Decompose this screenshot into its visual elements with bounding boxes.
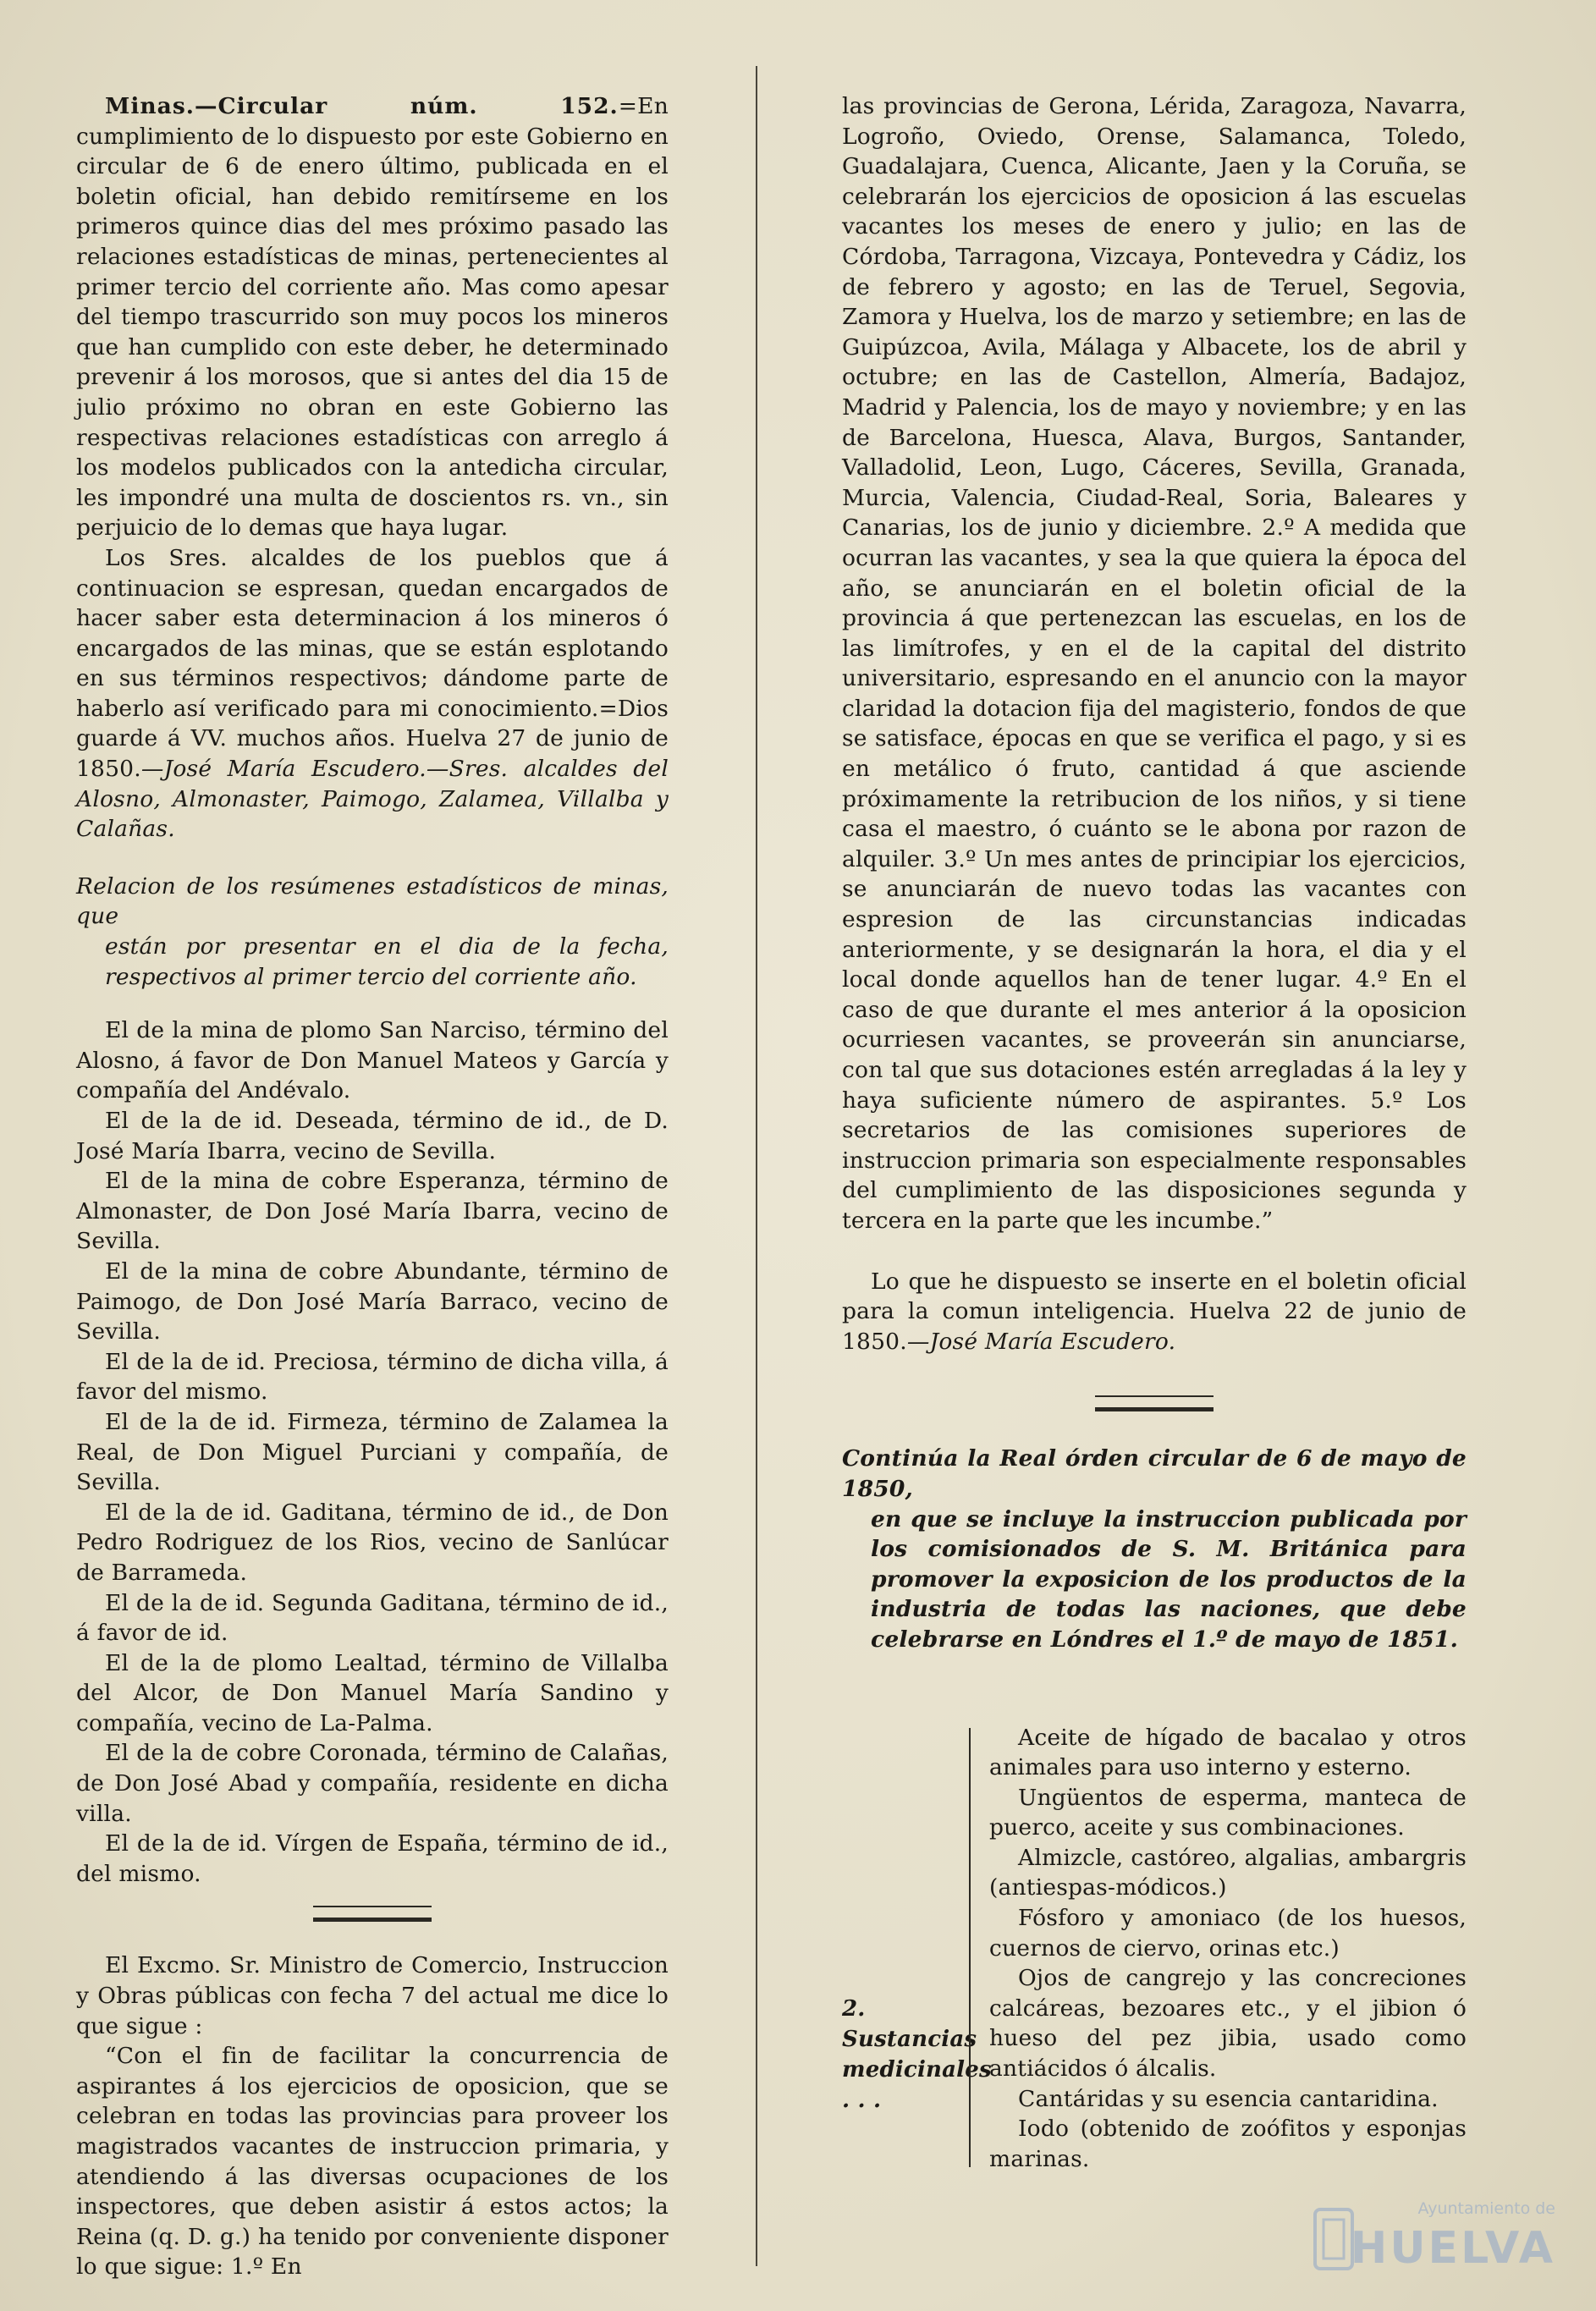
watermark-big: HUELVA <box>1350 2223 1555 2274</box>
goods-table <box>842 1723 1467 2175</box>
mine-entries-list <box>76 1015 669 1889</box>
mine-entry: El de la de id. Gaditana, término de id., de Don Pedro Rodriguez de los Rios, vecino de Sanlúcar de Barrameda. <box>76 1499 669 1586</box>
goods-item: Ojos de cangrejo y las concreciones calcáreas, bezoares etc., y el jibion ó hueso del pez jibia, usado como antiácidos ó álcalis. <box>989 1965 1467 2083</box>
goods-item: Cantáridas y su esencia cantaridina. <box>1018 2085 1439 2112</box>
ministro-quote: “Con el fin de facilitar la concurrencia de aspirantes á los ejercicios de oposicion, que se celebran en todas las provincias para proveer los magistrados vacantes de instruccion primaria, y atendiendo á las diversas ocupaciones de los inspectores, que deben asistir á estos actos; la Reina (q. D. g.) ha tenido por conveniente disponer lo que sigue: 1.º En <box>76 2043 669 2281</box>
alcaldes-text: Los Sres. alcaldes de los pueblos que á continuacion se espresan, quedan encargados de hacer saber esta determinacion á los mineros ó encargados de las minas, que se están esplotando en sus términos respectivos; dándome parte de haberlo así verificado para mi conocimiento.=Dios guarde á VV. muchos años. Huelva 27 de junio de 1850. <box>76 544 669 783</box>
continuation-text: las provincias de Gerona, Lérida, Zaragoza, Navarra, Logroño, Oviedo, Orense, Salamanca, Toledo, Guadalajara, Cuenca, Alicante, Jaen y la Coruña, se celebrarán los ejercicios de oposicion á las escuelas vacantes los meses de enero y julio; en las de Córdoba, Tarragona, Vizcaya, Pontevedra y Cádiz, los de febrero y agosto; en las de Teruel, Segovia, Zamora y Huelva, los de marzo y setiembre; en las de Guipúzcoa, Avila, Málaga y Albacete, los de abril y octubre; en las de Castellon, Almería, Badajoz, Madrid y Palencia, los de mayo y noviembre; y en las de Barcelona, Huesca, Alava, Burgos, Santander, Valladolid, Leon, Lugo, Cáceres, Sevilla, Granada, Murcia, Valencia, Ciudad-Real, Soria, Baleares y Canarias, los de junio y diciembre. 2.º A medida que ocurran las vacantes, y sea la que quiera la época del año, se anunciarán en el boletin oficial de la provincia á que pertenezcan las escuelas, en los de las limítrofes, y en el de la capital del distrito universitario, espresando en el anuncio con la mayor claridad la dotacion fija del magisterio, fondos de que se satisface, épocas en que se verifica el pago, y si es en metálico ó fruto, cantidad á que asciende próximamente la retribucion de los niños, y si tiene casa el maestro, ó cuánto se le abona por razon de alquiler. 3.º Un mes antes de principiar los ejercicios, se anunciarán de nuevo todas las vacantes con espresion de las circunstancias indicadas anteriormente, y se designarán la hora, el dia y el local donde aquellos han de tener lugar. 4.º En el caso de que durante el mes anterior á la oposicion ocurriesen vacantes, se proveerán sin anunciarse, con tal que sus dotaciones estén arregladas á la ley y haya suficiente número de aspirantes. 5.º Los secretarios de las comisiones superiores de instruccion primaria son especialmente responsables del cumplimiento de las disposiciones segunda y tercera en la parte que les incumbe.” <box>842 93 1467 1234</box>
section-separator <box>1095 1395 1214 1411</box>
relacion-title-line1: Relacion de los resúmenes estadísticos de minas, que <box>76 872 669 930</box>
archive-watermark <box>1308 2193 1562 2286</box>
column-divider <box>756 66 757 2266</box>
brace-icon <box>969 1728 989 2168</box>
left-column <box>76 91 669 2282</box>
circular-body: =En cumplimiento de lo dispuesto por este Gobierno en circular de 6 de enero último, publicada en el boletin oficial, han debido remitírseme en los primeros quince dias del mes próximo pasado las relaciones estadísticas de minas, pertenecientes al primer tercio del corriente año. Mas como apesar del tiempo trascurrido son muy pocos los mineros que han cumplido con este deber, he determinado prevenir á los morosos, que si antes del dia 15 de julio próximo no obran en este Gobierno las respectivas relaciones estadísticas con arreglo á los modelos publicados con la antedicha circular, les impondré una multa de doscientos rs. vn., sin perjuicio de lo demas que haya lugar. <box>76 93 669 542</box>
signature: —José María Escudero. <box>140 756 427 783</box>
relacion-title-line2: están por presentar en el dia de la fecha, respectivos al primer tercio del corriente año. <box>105 933 669 990</box>
goods-item: Aceite de hígado de bacalao y otros animales para uso interno y esterno. <box>989 1724 1467 1781</box>
mine-entry: El de la de plomo Lealtad, término de Villalba del Alcor, de Don Manuel María Sandino y compañía, vecino de La-Palma. <box>76 1649 669 1736</box>
mine-entry: El de la mina de cobre Abundante, término de Paimogo, de Don José María Barraco, vecino de Sevilla. <box>76 1257 669 1345</box>
mine-entry: El de la de cobre Coronada, término de Calañas, de Don José Abad y compañía, residente en dicha villa. <box>76 1740 669 1827</box>
dispuesto-text: Lo que he dispuesto se inserte en el boletin oficial para la comun inteligencia. Huelva 22 de junio de 1850. <box>842 1268 1467 1355</box>
signature: —José María Escudero. <box>906 1328 1176 1355</box>
watermark-small: Ayuntamiento de <box>1417 2199 1555 2218</box>
section-separator <box>313 1906 432 1922</box>
mine-entry: El de la mina de plomo San Narciso, término del Alosno, á favor de Don Manuel Mateos y García y compañía del Andévalo. <box>76 1017 669 1104</box>
goods-item: Iodo (obtenido de zoófitos y esponjas marinas. <box>989 2116 1467 2172</box>
mine-entry: El de la de id. Vírgen de España, término de id., del mismo. <box>76 1830 669 1887</box>
goods-item: Fósforo y amoniaco (de los huesos, cuernos de ciervo, orinas etc.) <box>989 1905 1467 1962</box>
goods-category-label: 2. Sustancias medicinales . . . <box>842 1995 992 2113</box>
notice-first-line: Continúa la Real órden circular de 6 de mayo de 1850, <box>842 1445 1467 1502</box>
circular-heading: Minas.—Circular núm. 152. <box>105 93 619 119</box>
exposition-notice <box>842 1444 1467 1654</box>
goods-item: Almizcle, castóreo, algalias, ambargris (antiespas-módicos.) <box>989 1844 1467 1901</box>
mine-entry: El de la de id. Preciosa, término de dicha villa, á favor del mismo. <box>76 1348 669 1406</box>
alcaldes-paragraph <box>76 543 669 845</box>
mine-entry: El de la mina de cobre Esperanza, término de Almonaster, de Don José María Ibarra, vecino de Sevilla. <box>76 1168 669 1255</box>
circular-paragraph <box>76 91 669 543</box>
mine-entry: El de la de id. Firmeza, término de Zalamea la Real, de Don Miguel Purciani y compañía, de Sevilla. <box>76 1408 669 1496</box>
ministro-intro: El Excmo. Sr. Ministro de Comercio, Instruccion y Obras públicas con fecha 7 del actual me dice lo que sigue : <box>76 1952 669 2039</box>
goods-item: Ungüentos de esperma, manteca de puerco, aceite y sus combinaciones. <box>989 1784 1467 1841</box>
relacion-title <box>76 872 669 992</box>
mine-entry: El de la de id. Segunda Gaditana, término de id., á favor de id. <box>76 1589 669 1647</box>
mine-entry: El de la de id. Deseada, término de id., de D. José María Ibarra, vecino de Sevilla. <box>76 1108 669 1164</box>
goods-list <box>989 1723 1467 2175</box>
recipients: —Sres. alcaldes del Alosno, Almonaster, Paimogo, Zalamea, Villalba y Calañas. <box>76 756 669 843</box>
dispuesto-paragraph <box>842 1267 1467 1357</box>
notice-rest: en que se incluye la instruccion publicada por los comisionados de S. M. Británica para promover la exposicion de los productos de la industria de todas las naciones, que debe celebrarse en Lóndres el 1.º de mayo de 1851. <box>871 1505 1467 1653</box>
right-column <box>842 91 1467 2174</box>
